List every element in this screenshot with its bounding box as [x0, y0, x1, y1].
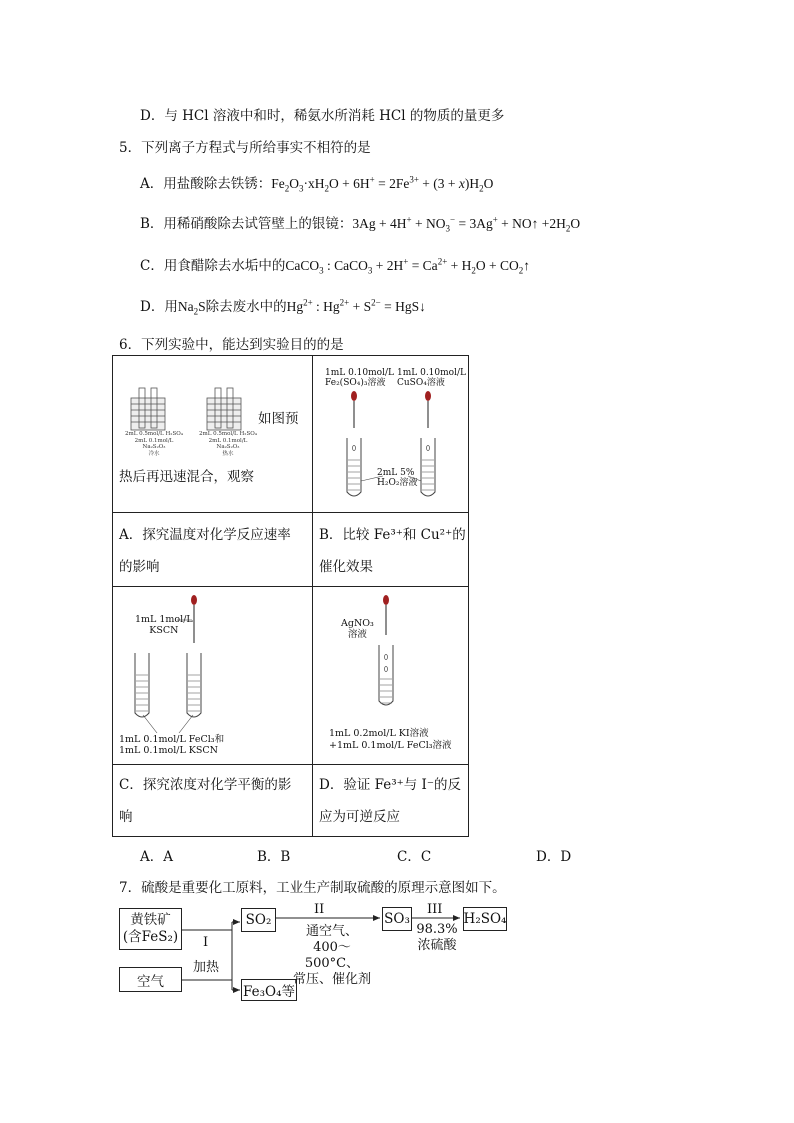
q7-so2-box: SO₂ — [241, 908, 276, 932]
q5-option-b-text: B．用稀硝酸除去试管壁上的银镜： — [140, 216, 353, 232]
option-b-text-2: 催化效果 — [319, 559, 373, 575]
q6-choice-b: B．B — [257, 849, 291, 865]
q7-fe3o4-box: Fe₃O₄等 — [241, 979, 297, 1001]
cell-c-kscn-label: 1mL 1mol/L KSCN — [135, 614, 193, 636]
q5-option-a-equation: $Fe_2O_3\cdot xH_2O + 6H^+ = 2Fe^{3+} + (3 + x)H_2O$ — [271, 174, 494, 194]
q7-pyrite-box: 黄铁矿 (含FeS₂) — [119, 908, 182, 950]
q7-step-1: I — [203, 935, 209, 950]
option-d-text-1: D．验证 Fe³⁺与 I⁻的反 — [319, 777, 462, 793]
option-a-text-2: 的影响 — [119, 559, 160, 575]
option-d-text-2: 应为可逆反应 — [319, 809, 400, 825]
cell-c-bottom-label: 1mL 0.1mol/L FeCl₃和 1mL 0.1mol/L KSCN — [119, 734, 225, 756]
q5-stem: 5．下列离子方程式与所给事实不相符的是 — [119, 140, 371, 156]
q7-stem: 7．硫酸是重要化工原料，工业生产制取硫酸的原理示意图如下。 — [119, 880, 506, 896]
q7-air-box: 空气 — [119, 967, 182, 992]
cell-b-h2o2-label: 2mL 5% H₂O₂溶液 — [377, 468, 418, 488]
q6-stem: 6．下列实验中，能达到实验目的的是 — [119, 337, 344, 353]
q5-option-d-equation: $Na_2S$除去废水中的$Hg^{2+}$ : $Hg^{2+} + S^{2-}$ = HgS↓ — [177, 297, 426, 317]
q5-option-a-text: A．用盐酸除去铁锈： — [140, 176, 272, 192]
cell-a-text-1: 如图预 — [258, 411, 299, 427]
cell-a-right-label: 2mL 0.5mol/L H₂SO₄ 2mL 0.1mol/L Na₂S₂O₃ 热水 — [199, 431, 257, 457]
cell-a-left-label: 2mL 0.5mol/L H₂SO₄ 2mL 0.1mol/L Na₂S₂O₃ 冷水 — [125, 431, 183, 457]
cell-b-cu-label: 1mL 0.10mol/L CuSO₄溶液 — [397, 368, 466, 388]
q7-step-3-conditions: 98.3% 浓硫酸 — [416, 922, 458, 953]
q6-choice-c: C．C — [397, 849, 432, 865]
option-c-text-1: C．探究浓度对化学平衡的影 — [119, 777, 292, 793]
q5-option-c-equation: CaCO$_3$ : CaCO$_3$ + $2H^+ = Ca^{2+} + H_2O$ + $CO_2↑$ — [285, 256, 531, 276]
q7-step-2-conditions: 通空气、 400～500°C、 常压、催化剂 — [292, 924, 371, 987]
cell-a-text-2: 热后再迅速混合，观察 — [119, 469, 254, 485]
option-a-text-1: A．探究温度对化学反应速率 — [119, 527, 291, 543]
q7-h2so4-box: H₂SO₄ — [463, 907, 507, 931]
option-c-text-2: 响 — [119, 809, 133, 825]
q6-choice-d: D．D — [536, 849, 572, 865]
cell-d-agno3-label: AgNO₃ 溶液 — [341, 618, 374, 640]
q5-option-b-equation: $3Ag + 4H^+ + NO_3^- = 3Ag^+$ + NO↑ $+2H_2O$ — [352, 214, 581, 234]
q7-step-2: II — [314, 902, 325, 917]
q7-step-3: III — [427, 902, 443, 917]
q6-choice-a: A．A — [140, 849, 173, 865]
cell-b-fe-label: 1mL 0.10mol/L Fe₂(SO₄)₃溶液 — [325, 368, 394, 388]
q7-step-1-cond: 加热 — [193, 960, 220, 975]
q7-so3-box: SO₃ — [382, 907, 412, 931]
cell-d-bottom-label: 1mL 0.2mol/L KI溶液 +1mL 0.1mol/L FeCl₃溶液 — [329, 728, 452, 751]
q5-option-c-text: C．用食醋除去水垢中的 — [140, 258, 286, 274]
option-b-text-1: B．比较 Fe³⁺和 Cu²⁺的 — [319, 527, 466, 543]
q5-option-d-text: D．用 — [140, 299, 178, 315]
q4-option-d: D．与 HCl 溶液中和时，稀氨水所消耗 HCl 的物质的量更多 — [140, 108, 505, 124]
